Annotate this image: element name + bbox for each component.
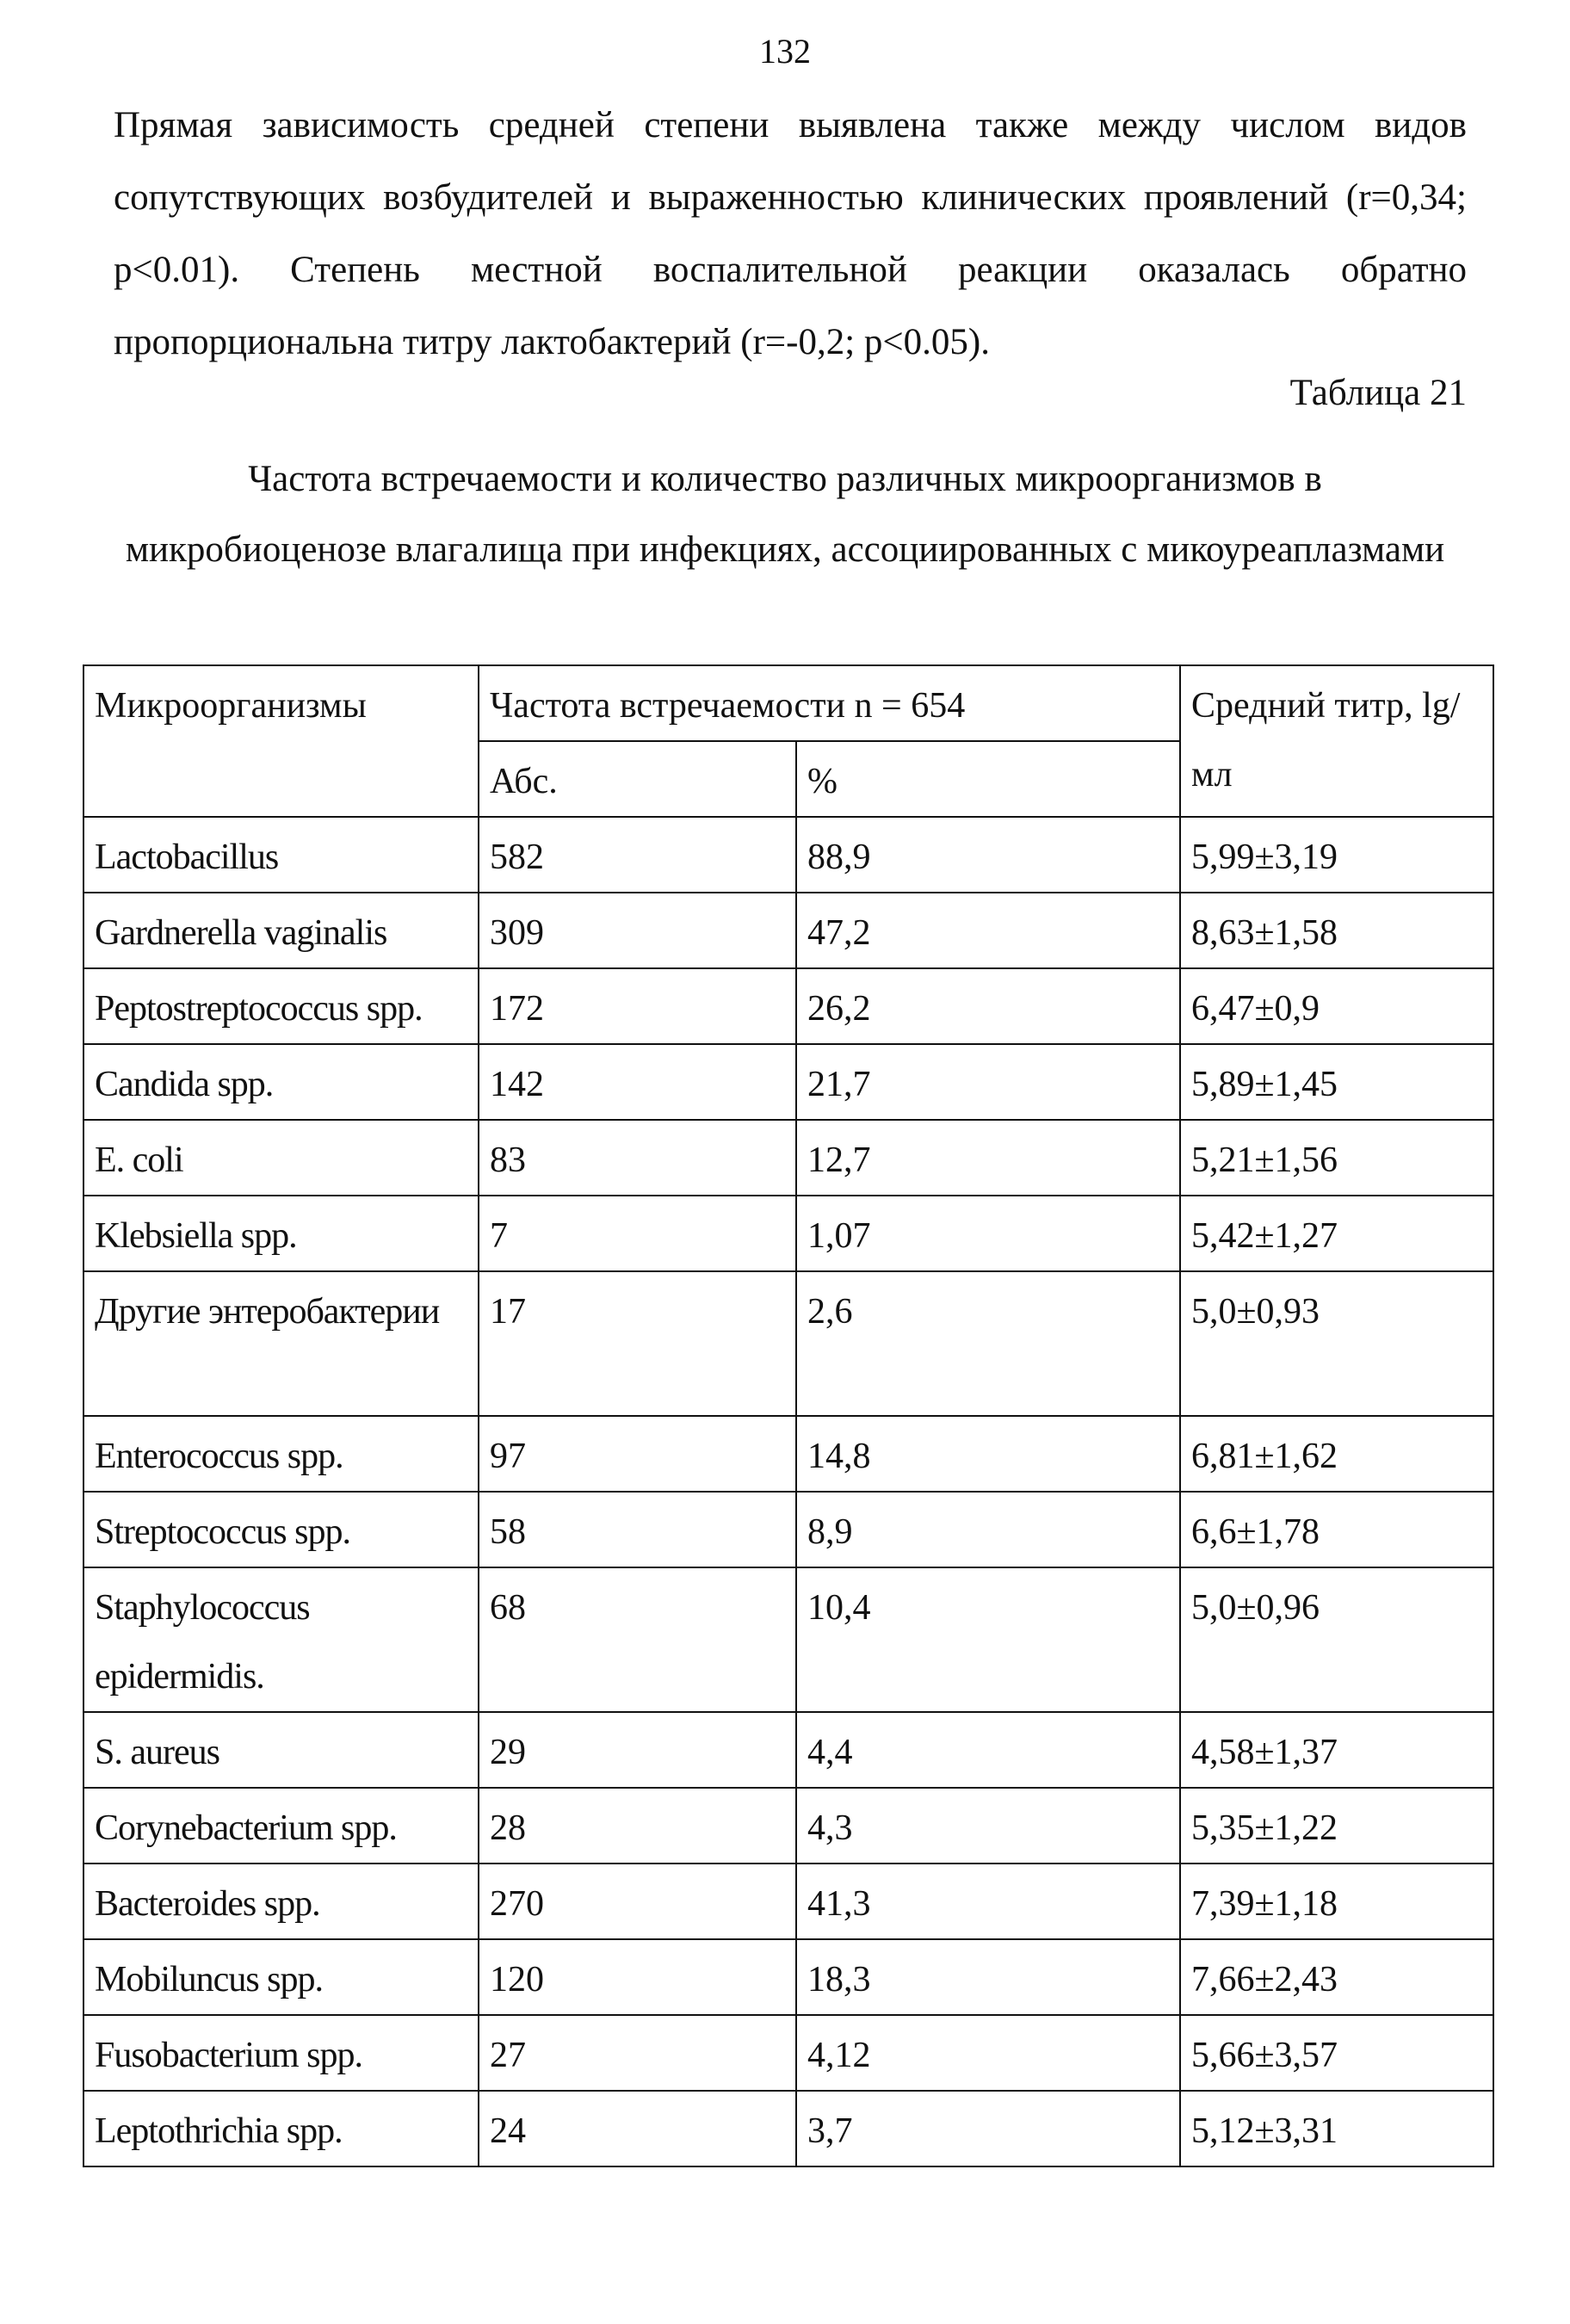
cell-abs: 270: [479, 1864, 796, 1939]
cell-microorganism: Bacteroides spp.: [83, 1864, 479, 1939]
cell-abs: 97: [479, 1416, 796, 1492]
cell-abs: 309: [479, 893, 796, 968]
cell-titer: 5,35±1,22: [1180, 1788, 1493, 1864]
cell-percent: 4,4: [796, 1712, 1180, 1788]
cell-percent: 4,3: [796, 1788, 1180, 1864]
cell-microorganism: Candida spp.: [83, 1044, 479, 1120]
cell-abs: 24: [479, 2091, 796, 2166]
cell-percent: 21,7: [796, 1044, 1180, 1120]
cell-titer: 7,39±1,18: [1180, 1864, 1493, 1939]
table-row: [83, 1492, 1493, 1567]
cell-microorganism: Corynebacterium spp.: [83, 1788, 479, 1864]
cell-titer: 7,66±2,43: [1180, 1939, 1493, 2015]
cell-microorganism: Peptostreptococcus spp.: [83, 968, 479, 1044]
cell-microorganism: Fusobacterium spp.: [83, 2015, 479, 2091]
header-frequency: Частота встречаемости n = 654: [479, 665, 1180, 741]
cell-titer: 6,6±1,78: [1180, 1492, 1493, 1567]
cell-microorganism: Staphylococcus epidermidis.: [83, 1567, 479, 1712]
cell-percent: 14,8: [796, 1416, 1180, 1492]
cell-percent: 4,12: [796, 2015, 1180, 2091]
cell-microorganism: Другие энтеробактерии: [83, 1271, 479, 1416]
cell-abs: 68: [479, 1567, 796, 1712]
cell-abs: 27: [479, 2015, 796, 2091]
table-row: [83, 1939, 1493, 2015]
cell-abs: 28: [479, 1788, 796, 1864]
cell-microorganism: Enterococcus spp.: [83, 1416, 479, 1492]
cell-abs: 172: [479, 968, 796, 1044]
body-paragraph: Прямая зависимость средней степени выявлена также между числом видов сопутствующих возбудителей и выраженностью клинических проявлений (r=0,34; p<0.01). Степень местной воспалительной реакции оказалась обратно пропорциональна титру лактобактерий (r=-0,2; p<0.05).: [114, 105, 1467, 362]
cell-titer: 5,89±1,45: [1180, 1044, 1493, 1120]
cell-abs: 58: [479, 1492, 796, 1567]
cell-microorganism: Lactobacillus: [83, 817, 479, 893]
header-titer: Средний титр, lg/мл: [1180, 665, 1493, 817]
table-title: Частота встречаемости и количество различных микроорганизмов в микробиоценозе влагалища при инфекциях, ассоциированных с микоуреаплазмами: [125, 459, 1445, 570]
table-row: [83, 1788, 1493, 1864]
cell-abs: 120: [479, 1939, 796, 2015]
cell-titer: 5,12±3,31: [1180, 2091, 1493, 2166]
cell-titer: 6,47±0,9: [1180, 968, 1493, 1044]
table-row: [83, 1416, 1493, 1492]
cell-abs: 83: [479, 1120, 796, 1196]
cell-microorganism: Gardnerella vaginalis: [83, 893, 479, 968]
table-row: [83, 1120, 1493, 1196]
cell-titer: 5,0±0,93: [1180, 1271, 1493, 1416]
cell-percent: 8,9: [796, 1492, 1180, 1567]
cell-titer: 4,58±1,37: [1180, 1712, 1493, 1788]
table-row: [83, 968, 1493, 1044]
table-row: [83, 1712, 1493, 1788]
table-row: [83, 1196, 1493, 1271]
cell-percent: 18,3: [796, 1939, 1180, 2015]
cell-microorganism: E. coli: [83, 1120, 479, 1196]
table-label: Таблица 21: [1289, 373, 1467, 413]
table-row: [83, 1044, 1493, 1120]
table-row: [83, 817, 1493, 893]
cell-titer: 5,0±0,96: [1180, 1567, 1493, 1712]
page-number: 132: [759, 32, 811, 71]
cell-percent: 2,6: [796, 1271, 1180, 1416]
cell-microorganism: Streptococcus spp.: [83, 1492, 479, 1567]
table-row: [83, 1567, 1493, 1712]
cell-percent: 3,7: [796, 2091, 1180, 2166]
cell-microorganism: Mobiluncus spp.: [83, 1939, 479, 2015]
table-row: [83, 2015, 1493, 2091]
cell-abs: 142: [479, 1044, 796, 1120]
microorganisms-table: [83, 664, 1494, 2167]
cell-microorganism: Klebsiella spp.: [83, 1196, 479, 1271]
header-percent: %: [796, 741, 1180, 817]
cell-abs: 7: [479, 1196, 796, 1271]
cell-titer: 5,42±1,27: [1180, 1196, 1493, 1271]
cell-abs: 17: [479, 1271, 796, 1416]
cell-percent: 41,3: [796, 1864, 1180, 1939]
cell-titer: 5,21±1,56: [1180, 1120, 1493, 1196]
cell-percent: 26,2: [796, 968, 1180, 1044]
table-row: [83, 2091, 1493, 2166]
cell-microorganism: Leptothrichia spp.: [83, 2091, 479, 2166]
cell-titer: 5,66±3,57: [1180, 2015, 1493, 2091]
cell-titer: 6,81±1,62: [1180, 1416, 1493, 1492]
table-header-row: [83, 665, 1493, 741]
cell-percent: 12,7: [796, 1120, 1180, 1196]
cell-titer: 8,63±1,58: [1180, 893, 1493, 968]
cell-percent: 47,2: [796, 893, 1180, 968]
cell-microorganism: S. aureus: [83, 1712, 479, 1788]
table-row: [83, 1864, 1493, 1939]
header-microorganisms: Микроорганизмы: [83, 665, 479, 817]
cell-abs: 582: [479, 817, 796, 893]
cell-percent: 10,4: [796, 1567, 1180, 1712]
header-abs: Абс.: [479, 741, 796, 817]
cell-percent: 1,07: [796, 1196, 1180, 1271]
cell-titer: 5,99±3,19: [1180, 817, 1493, 893]
table-row: [83, 1271, 1493, 1416]
table-row: [83, 893, 1493, 968]
cell-abs: 29: [479, 1712, 796, 1788]
cell-percent: 88,9: [796, 817, 1180, 893]
